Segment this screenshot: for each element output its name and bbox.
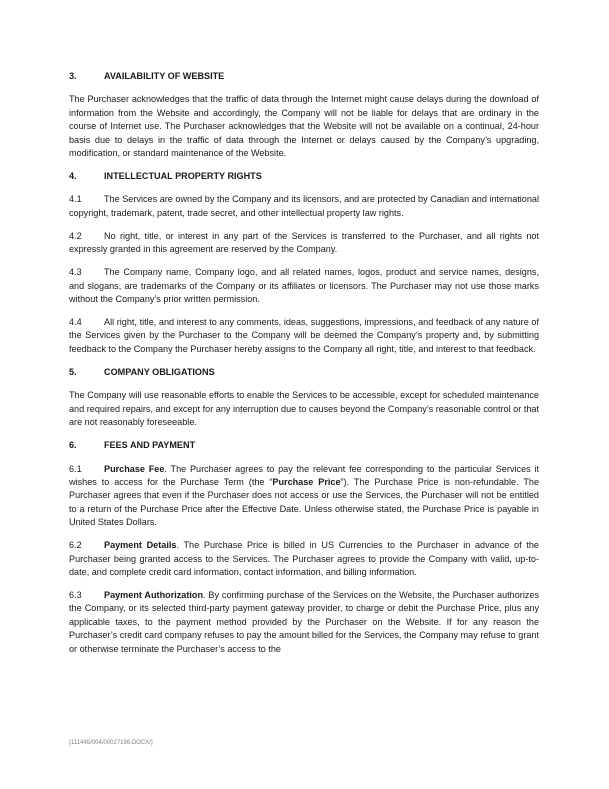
clause-text: No right, title, or interest in any part of the Services is transferred to the Purchaser, and all rights not expressly granted in this agreement are reserved by the Company.: [69, 230, 539, 255]
clause-number: 6.2: [69, 540, 82, 551]
clause-4-2: [69, 230, 539, 257]
clause-number: 6.1: [69, 463, 82, 474]
clause-number: 6.3: [69, 589, 82, 600]
clause-lead: Purchase Fee: [104, 463, 165, 474]
clause-4-1: [69, 193, 539, 220]
clause-text: The Services are owned by the Company and its licensors, and are protected by Canadian and international copyright, trademark, patent, trade secret, and other intellectual property law rights.: [69, 194, 539, 218]
clause-6-2: [69, 539, 539, 579]
section-number: 3.: [69, 71, 77, 81]
clause-text: . The Purchase Price is billed in US Currencies to the Purchaser in advance of the Purchaser being granted access to the Services. The Purchaser agrees to provide the Company with valid, up-to-date, and complete credit card information, contact information, and billing information.: [69, 540, 539, 577]
clause-text: All right, title, and interest to any comments, ideas, suggestions, impressions, and feedback of any nature of the Services given by the Purchaser to the Company will be deemed the Company’s property and, by submitting feedback to the Company the Purchaser hereby assigns to the Company all right, title, and interest to that feedback.: [69, 317, 539, 354]
section-5-body: The Company will use reasonable efforts to enable the Services to be accessible, except for scheduled maintenance and required repairs, and except for any interruption due to causes beyond the Company’s reasonable control or that are not reasonably foreseeable.: [69, 390, 539, 428]
clause-number: 4.2: [69, 230, 82, 241]
section-4-heading: [69, 170, 539, 183]
section-5-heading: [69, 366, 539, 379]
clause-4-4: [69, 316, 539, 356]
clause-number: 4.3: [69, 267, 82, 278]
clause-lead: Payment Details: [104, 540, 177, 551]
section-3-body: The Purchaser acknowledges that the traffic of data through the Internet might cause delays during the download of information from the Website and accordingly, the Company will not be liable for delays that are ordinary in the course of Internet use. The Purchaser acknowledges that the Website will not be available on a continual, 24-hour basis due to delays in the traffic of data through the Internet or delays caused by the Company’s upgrading, modification, or standard maintenance of the Website.: [69, 94, 539, 159]
section-3-heading: [69, 70, 539, 83]
clause-text: ”). The Purchase Price is non-refundable. The Purchaser agrees that even if the Purchaser does not access or use the Services, the Purchaser will not be entitled to a return of the Purchase Price after the Effective Date. Unless otherwise stated, the Purchase Price is payable in United States Dollars.: [69, 476, 539, 528]
section-number: 6.: [69, 440, 77, 451]
section-6-heading: [69, 439, 539, 452]
section-number: 5.: [69, 366, 77, 377]
clause-text: . By confirming purchase of the Services on the Website, the Purchaser authorizes the Company, or its selected third-party payment gateway provider, to charge or debit the Purchase Price, plus any applicable taxes, to the payment method provided by the Purchaser on the Website. If for any reason the Purchaser’s credit card company refuses to pay the amount billed for the Services, the Company may refuse to grant or otherwise terminate the Purchaser’s access to the: [69, 589, 539, 654]
clause-text: . The Purchaser agrees to pay the relevant fee corresponding to the particular Services it wishes to access for the Purchase Term (the “: [69, 463, 539, 487]
defined-term: Purchase Price: [272, 476, 341, 487]
section-title: AVAILABILITY OF WEBSITE: [104, 71, 225, 81]
document-body: [69, 70, 539, 666]
document-reference: {111445/004/00027196.DOCX/}: [69, 740, 153, 746]
clause-number: 4.4: [69, 317, 82, 328]
clause-6-1: [69, 463, 539, 530]
clause-text: The Company name, Company logo, and all related names, logos, product and service names, designs, and slogans, are trademarks of the Company or its affiliates or licensors. The Purchaser may not use those marks without the Company’s prior written permission.: [69, 267, 539, 305]
section-title: INTELLECTUAL PROPERTY RIGHTS: [104, 171, 262, 182]
section-title: COMPANY OBLIGATIONS: [104, 366, 215, 377]
section-title: FEES AND PAYMENT: [104, 440, 196, 451]
section-number: 4.: [69, 171, 77, 182]
clause-lead: Payment Authorization: [104, 589, 204, 600]
clause-number: 4.1: [69, 194, 82, 205]
clause-4-3: [69, 266, 539, 306]
clause-6-3: [69, 589, 539, 656]
